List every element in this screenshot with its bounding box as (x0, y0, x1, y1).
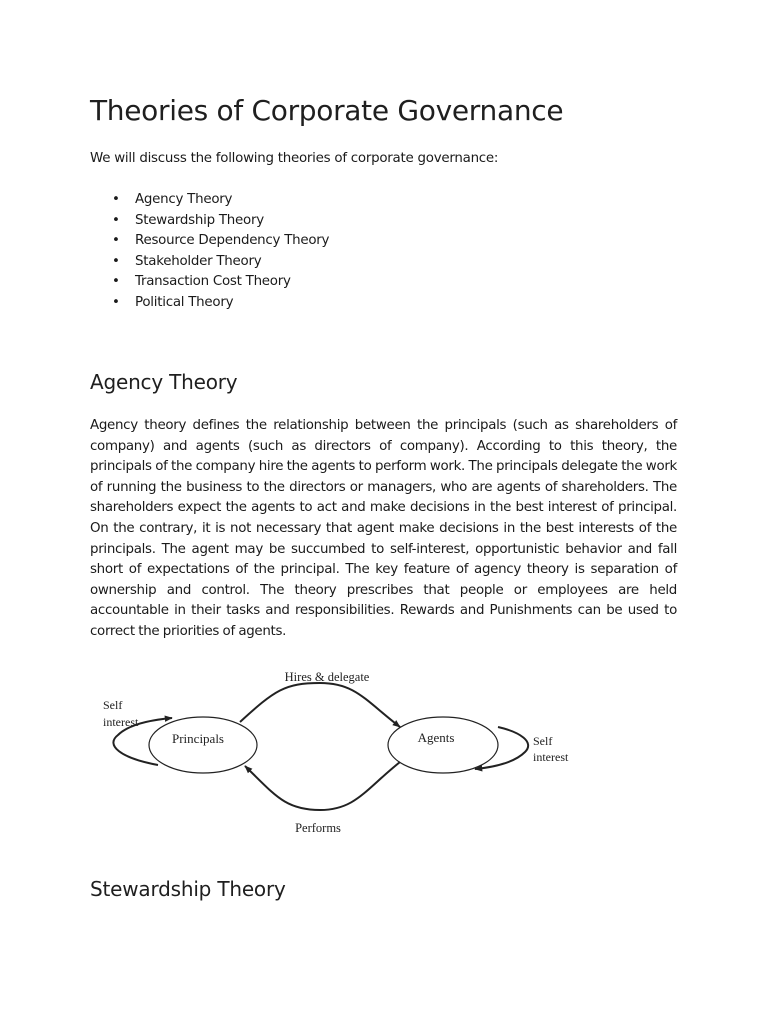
left-loop-label-line2: interest (103, 715, 139, 729)
performs-arrow (245, 762, 400, 810)
stewardship-theory-heading: Stewardship Theory (90, 877, 286, 901)
bullet-icon: • (112, 192, 120, 207)
list-item: • Stewardship Theory (90, 211, 329, 232)
bullet-icon: • (112, 274, 120, 290)
agency-theory-paragraph: Agency theory defines the relationship between the principals (such as shareholders of company) and agents (such as directors of company). According to this theory, the principals of the company hire the agents to perform work. The principals delegate the work of running the business to the directors or managers, who are agents of shareholders. The shareholders expect the agents to act and make decisions in the best interest of principal. On the contrary, it is not necessary that agent make decisions in the best interests of the principals. The agent may be succumbed to self-interest, opportunistic behavior and fall short of expectations of the principal. The key feature of agency theory is separation of ownership and control. The theory prescribes that people or employees are held accountable in their tasks and responsibilities. Rewards and Punishments can be used to correct the priorities of agents. (90, 418, 677, 639)
list-item: • Transaction Cost Theory (90, 272, 329, 293)
page-title: Theories of Corporate Governance (90, 94, 564, 127)
hires-arrow (240, 683, 400, 727)
list-item: • Political Theory (90, 293, 329, 314)
bullet-icon: • (112, 294, 120, 310)
list-item: • Stakeholder Theory (90, 252, 329, 273)
left-loop-label-line1: Self (103, 698, 123, 712)
right-loop-label-line2: interest (533, 750, 569, 764)
bullet-icon: • (112, 212, 120, 228)
agency-theory-heading: Agency Theory (90, 370, 238, 394)
right-self-interest-loop (475, 727, 528, 769)
bullet-icon: • (112, 253, 120, 269)
bullet-icon: • (112, 233, 120, 249)
intro-text: We will discuss the following theories of corporate governance: (90, 151, 499, 166)
agents-label: Agents (417, 730, 455, 745)
right-loop-label-line1: Self (533, 734, 553, 748)
agents-node (388, 717, 498, 773)
principals-label: Principals (172, 731, 224, 746)
list-item: • Resource Dependency Theory (90, 231, 329, 252)
hires-delegate-label: Hires & delegate (284, 670, 370, 684)
list-item: • Agency Theory (90, 190, 329, 211)
performs-label: Performs (295, 821, 341, 835)
